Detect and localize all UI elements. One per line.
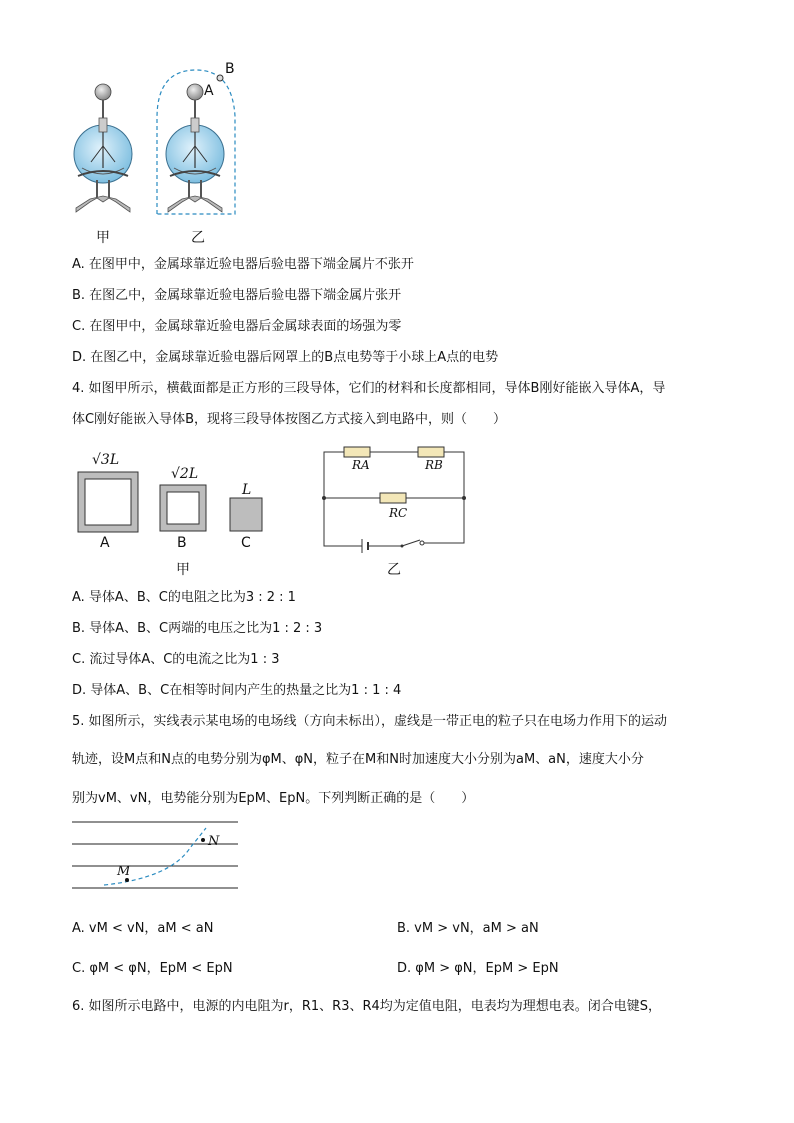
switch-symbol [401, 540, 425, 548]
rb-label: RB [425, 458, 443, 472]
q5-option-b: B. vM > vN，aM > aN [397, 921, 539, 936]
point-n-label: N [208, 834, 220, 849]
conductor-a-label: A [100, 535, 110, 551]
q5-stem-line1: 5. 如图所示，实线表示某电场的电场线（方向未标出），虚线是一带正电的粒子只在电场力作用下的运动 [72, 714, 668, 729]
q5-stem-line2: 轨迹，设M点和N点的电势分别为φM、φN，粒子在M和N时加速度大小分别为aM、aN，速度大小分 [72, 752, 644, 767]
q5-option-a: A. vM < vN，aM < aN [72, 921, 214, 936]
electroscope-yi [157, 70, 235, 214]
q4-option-b: B. 导体A、B、C两端的电压之比为1 : 2 : 3 [72, 621, 323, 636]
q5-stem-line3: 别为vM、vN，电势能分别为EpM、EpN。下列判断正确的是（ ） [72, 791, 475, 806]
conductor-a [78, 472, 138, 532]
q4-stem-line2: 体C刚好能嵌入导体B，现将三段导体按图乙方式接入到电路中，则（ ） [72, 412, 506, 427]
battery-symbol [362, 539, 372, 553]
resistor-rb [418, 447, 444, 457]
point-m-label: M [117, 864, 131, 879]
rc-label: RC [389, 506, 408, 520]
q5-option-c: C. φM < φN，EpM < EpN [72, 961, 233, 976]
caption-yi: 乙 [191, 230, 205, 246]
resistor-ra [344, 447, 370, 457]
ra-label: RA [352, 458, 370, 472]
len-b-label: √2L [171, 466, 199, 482]
figure-circuit [318, 445, 470, 555]
len-a-label: √3L [92, 452, 120, 468]
q4-option-d: D. 导体A、B、C在相等时间内产生的热量之比为1 : 1 : 4 [72, 683, 402, 698]
point-b-marker [217, 75, 223, 81]
q4-option-c: C. 流过导体A、C的电流之比为1 : 3 [72, 652, 280, 667]
q3-option-a: A. 在图甲中，金属球靠近验电器后验电器下端金属片不张开 [72, 257, 414, 272]
caption-q4-yi: 乙 [387, 562, 401, 578]
q3-option-c: C. 在图甲中，金属球靠近验电器后金属球表面的场强为零 [72, 319, 402, 334]
q5-option-d: D. φM > φN，EpM > EpN [397, 961, 559, 976]
figure-field-lines [70, 818, 242, 902]
caption-jia: 甲 [96, 230, 110, 246]
figure-electroscopes [60, 58, 260, 223]
q3-option-b: B. 在图乙中，金属球靠近验电器后验电器下端金属片张开 [72, 288, 402, 303]
conductor-b-label: B [177, 535, 187, 551]
figure-conductors [74, 470, 270, 536]
point-a-label: A [204, 83, 214, 99]
q6-stem-line1: 6. 如图所示电路中，电源的内电阻为r，R1、R3、R4均为定值电阻，电表均为理想电表。闭合电键S， [72, 999, 662, 1014]
q4-option-a: A. 导体A、B、C的电阻之比为3 : 2 : 1 [72, 590, 296, 605]
electroscope-jia [74, 84, 132, 212]
conductor-b [160, 485, 206, 531]
caption-q4-jia: 甲 [176, 562, 190, 578]
q3-option-d: D. 在图乙中，金属球靠近验电器后网罩上的B点电势等于小球上A点的电势 [72, 350, 499, 365]
point-n [201, 838, 205, 842]
point-b-label: B [225, 61, 235, 77]
conductor-c-label: C [241, 535, 251, 551]
conductor-c [230, 498, 262, 531]
q4-stem-line1: 4. 如图甲所示，横截面都是正方形的三段导体，它们的材料和长度都相同，导体B刚好能嵌入导体A，导 [72, 381, 666, 396]
len-c-label: L [242, 482, 252, 498]
resistor-rc [380, 493, 406, 503]
